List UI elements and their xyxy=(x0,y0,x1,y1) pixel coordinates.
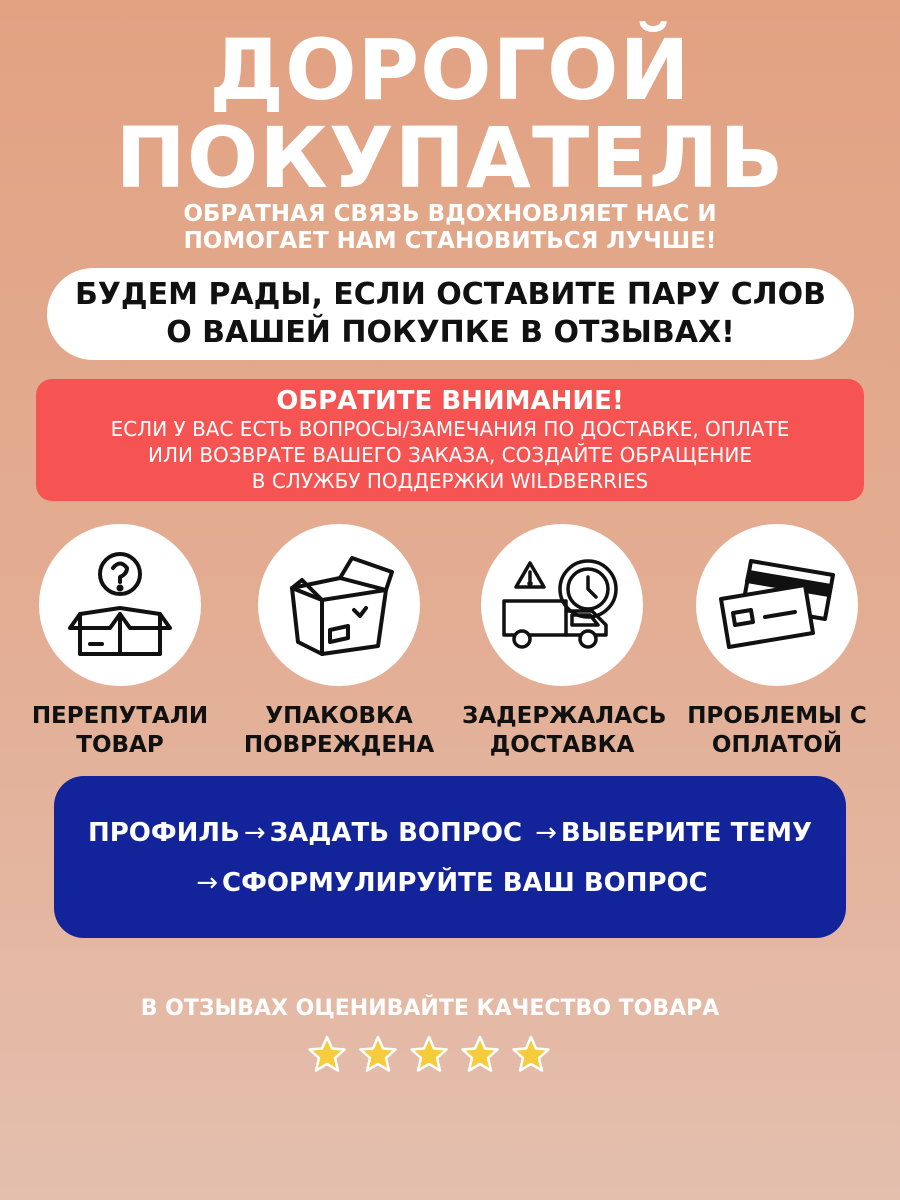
issue-label xyxy=(677,702,877,760)
issue-wrong-item xyxy=(20,524,220,760)
issue-label-line-2: ПОВРЕЖДЕНА xyxy=(243,732,435,758)
issue-delayed-delivery xyxy=(462,524,667,760)
step-ask-question: ЗАДАТЬ ВОПРОС xyxy=(269,818,523,848)
subtitle-line-2: ПОМОГАЕТ НАМ СТАНОВИТЬСЯ ЛУЧШЕ! xyxy=(183,228,717,254)
delivery-truck-clock-icon xyxy=(500,555,625,655)
step-choose-topic: ВЫБЕРИТЕ ТЕМУ xyxy=(560,818,813,848)
issue-payment-problems xyxy=(677,524,877,760)
rating-prompt: В ОТЗЫВАХ ОЦЕНИВАЙТЕ КАЧЕСТВО ТОВАРА xyxy=(140,996,720,1021)
arrow-right-icon: → xyxy=(196,868,219,898)
issue-label xyxy=(239,702,439,760)
box-question-icon xyxy=(65,550,175,660)
issue-damaged-package xyxy=(239,524,439,760)
star-icon xyxy=(511,1034,551,1074)
issue-label-line-1: ПРОБЛЕМЫ С xyxy=(687,703,867,729)
issue-label-line-1: ЗАДЕРЖАЛАСЬ xyxy=(462,703,667,729)
review-banner-line-1: БУДЕМ РАДЫ, ЕСЛИ ОСТАВИТЕ ПАРУ СЛОВ xyxy=(74,277,827,312)
issue-label-line-2: ТОВАР xyxy=(76,732,164,758)
issue-label-line-2: ДОСТАВКА xyxy=(489,732,635,758)
issue-label xyxy=(462,702,667,760)
star-icon xyxy=(358,1034,398,1074)
damaged-box-icon xyxy=(282,550,397,660)
title-line-2: ПОКУПАТЕЛЬ xyxy=(115,109,785,207)
issue-label xyxy=(20,702,220,760)
rating-stars xyxy=(307,1034,551,1078)
arrow-right-icon: → xyxy=(535,818,557,848)
alert-line-2: ИЛИ ВОЗВРАТЕ ВАШЕГО ЗАКАЗА, СОЗДАЙТЕ ОБРАЩЕНИЕ xyxy=(148,443,752,467)
steps-line-1 xyxy=(54,818,846,848)
support-steps xyxy=(54,776,846,938)
review-banner xyxy=(47,268,854,360)
step-profile: ПРОФИЛЬ xyxy=(87,818,240,848)
attention-alert xyxy=(36,379,864,501)
alert-line-1: ЕСЛИ У ВАС ЕСТЬ ВОПРОСЫ/ЗАМЕЧАНИЯ ПО ДОСТАВКЕ, ОПЛАТЕ xyxy=(110,417,790,441)
star-icon xyxy=(307,1034,347,1074)
step-formulate-question: СФОРМУЛИРУЙТЕ ВАШ ВОПРОС xyxy=(222,868,708,898)
alert-line-3: В СЛУЖБУ ПОДДЕРЖКИ WILDBERRIES xyxy=(251,469,649,493)
issue-label-line-1: ПЕРЕПУТАЛИ xyxy=(31,703,209,729)
issue-circle xyxy=(481,524,643,686)
issue-label-line-2: ОПЛАТОЙ xyxy=(711,732,843,758)
issue-label-line-1: УПАКОВКА xyxy=(265,703,413,729)
title-line-1: ДОРОГОЙ xyxy=(209,21,691,119)
star-icon xyxy=(460,1034,500,1074)
issue-circle xyxy=(39,524,201,686)
review-banner-line-2: О ВАШЕЙ ПОКУПКЕ В ОТЗЫВАХ! xyxy=(166,315,735,350)
steps-line-2 xyxy=(54,868,846,898)
star-icon xyxy=(409,1034,449,1074)
subtitle-line-1: ОБРАТНАЯ СВЯЗЬ ВДОХНОВЛЯЕТ НАС И xyxy=(183,201,717,227)
issue-circle xyxy=(696,524,858,686)
issue-circle xyxy=(258,524,420,686)
alert-heading: ОБРАТИТЕ ВНИМАНИЕ! xyxy=(276,386,624,416)
arrow-right-icon: → xyxy=(243,818,266,848)
payment-cards-icon xyxy=(715,555,840,655)
